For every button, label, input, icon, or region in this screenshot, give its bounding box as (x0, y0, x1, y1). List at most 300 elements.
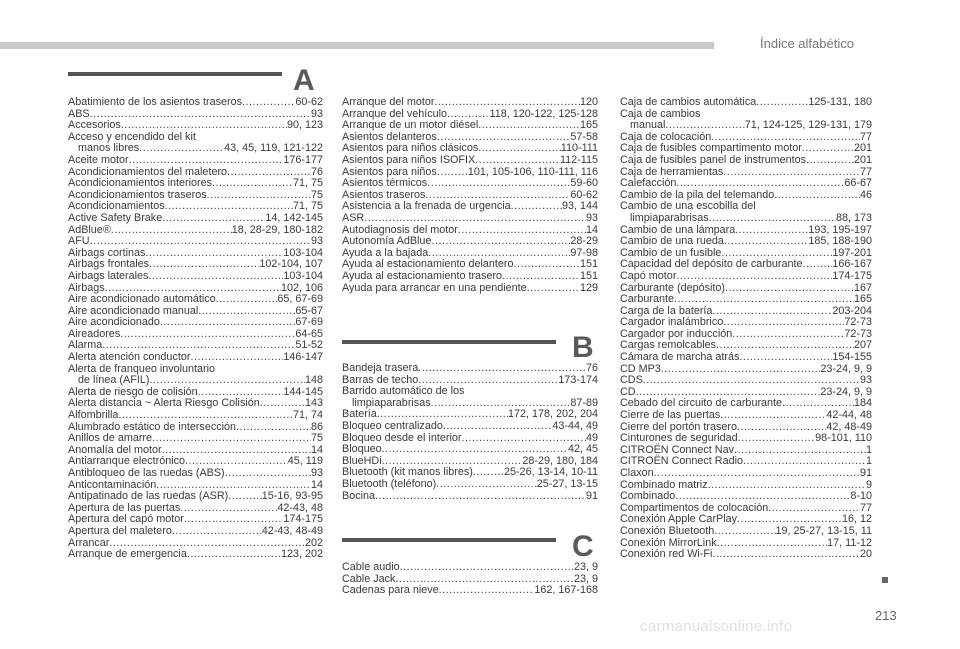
entry-term: Alarma (68, 339, 103, 352)
entry-term: Asientos delanteros (342, 130, 437, 143)
entry-term: Caja de cambios (620, 107, 701, 120)
entry-pages: 23, 9 (573, 561, 598, 573)
entry-term: Capó motor (620, 269, 677, 282)
entry-term: Airbags cortinas (68, 246, 146, 259)
entries-col-2a (342, 97, 598, 294)
entry-pages: 45, 119 (287, 455, 323, 468)
entry-pages: 174-175 (283, 513, 323, 526)
entry-term: Cable audio (342, 561, 400, 573)
entry-leader (118, 410, 293, 422)
entry-leader (228, 491, 262, 503)
entry-pages: 14 (310, 443, 323, 456)
entry-term: Claxon (620, 467, 654, 479)
entry-pages: 43, 45, 119, 121-122 (224, 142, 323, 155)
entry-pages: 197-201 (832, 246, 872, 259)
entry-leader (212, 178, 293, 190)
entry-term: Anillos de amarre (68, 432, 153, 445)
entry-pages: 173-174 (558, 373, 598, 386)
entry-leader (475, 155, 560, 167)
entry-leader (527, 283, 580, 295)
index-entry (620, 468, 872, 480)
entry-term: Barras de techo (342, 373, 419, 386)
entry-leader (129, 155, 284, 167)
index-entry (620, 236, 872, 248)
entry-leader (443, 421, 553, 433)
entry-term: Cámara de marcha atrás (620, 351, 740, 364)
entry-leader (458, 225, 586, 237)
entry-pages: 123, 202 (280, 548, 323, 561)
entry-term: Airbags (68, 281, 105, 294)
entry-leader (756, 97, 808, 109)
entry-leader (734, 445, 866, 457)
entry-leader (723, 167, 860, 179)
entry-pages: 71, 75 (292, 200, 323, 213)
entry-term: Aire acondicionado (68, 316, 160, 329)
entry-leader (709, 213, 836, 225)
entry-pages: 42-44, 48 (826, 409, 872, 422)
entry-leader (120, 329, 295, 341)
entry-term: Cebado del circuito de carburante (620, 397, 783, 410)
entry-pages: 185, 188-190 (808, 235, 872, 248)
entry-pages: 19, 25-27, 13-15, 11 (775, 524, 872, 537)
entry-pages: 28-29, 180, 184 (522, 454, 598, 467)
entry-pages: 65, 67-69 (277, 293, 323, 306)
entry-term: Bluetooth (teléfono) (342, 477, 437, 490)
entry-term: Acondicionamientos interiores (68, 177, 213, 190)
entry-term: Cargas remolcables (620, 339, 717, 352)
entry-term: Carburante (depósito) (620, 281, 726, 294)
entry-term: Asientos traseros (342, 188, 426, 201)
index-entry (68, 155, 323, 167)
index-entry (342, 562, 598, 574)
entry-term: Conexión Apple CarPlay (620, 513, 738, 526)
entry-leader (382, 444, 568, 456)
entry-term: Combinado matriz (620, 478, 708, 491)
entry-leader (400, 562, 574, 574)
entry-pages: 151 (579, 258, 598, 271)
entry-term: Bloqueo desde el interior (342, 431, 462, 444)
entry-term: Airbags frontales (68, 258, 150, 271)
entry-term: Accesorios (68, 119, 121, 132)
entry-pages: 93 (310, 107, 323, 120)
entry-leader (160, 317, 296, 329)
entry-term: Asientos para niños clásicos (342, 142, 479, 155)
entry-leader (735, 225, 808, 237)
entry-pages: 17, 11-12 (827, 536, 872, 549)
entry-term: Alerta de franqueo involuntario (68, 362, 216, 375)
entry-pages: 66-67 (844, 177, 872, 190)
entries-col-2b (342, 363, 598, 502)
entry-term: Alerta de riesgo de colisión (68, 385, 198, 398)
entry-pages: 93 (859, 374, 872, 387)
entry-pages: 143 (304, 397, 323, 410)
entry-leader (674, 294, 854, 306)
entry-term: Anomalía del motor (68, 443, 162, 456)
entry-term: Antiarranque electrónico (68, 455, 186, 468)
entry-pages: 202 (304, 536, 323, 549)
entry-pages: 112-115 (559, 153, 598, 166)
index-entry (342, 444, 598, 456)
index-entry (620, 410, 872, 422)
entry-leader (190, 352, 283, 364)
entry-term: Capacidad del depósito de carburante (620, 258, 803, 271)
entry-term: Conexión red Wi-Fi (620, 548, 713, 561)
entry-pages: 8-10 (850, 490, 872, 503)
index-entry (620, 178, 872, 190)
index-entry (620, 213, 872, 225)
index-entry (342, 585, 598, 597)
entry-term: Cadenas para nieve (342, 584, 439, 597)
entry-pages: 165 (579, 119, 598, 132)
entry-pages: 1 (865, 443, 872, 456)
index-entry (342, 479, 598, 491)
entry-term: Barrido automático de los (342, 385, 465, 398)
entry-term: Autonomía AdBlue (342, 235, 432, 248)
entry-term: Ayuda a la bajada (342, 246, 429, 259)
entry-term: Airbags laterales (68, 269, 149, 282)
entries-col-3 (620, 97, 872, 561)
index-entry (342, 236, 598, 248)
entry-leader (511, 201, 562, 213)
entry-term: Anticontaminación (68, 478, 157, 491)
index-entry (68, 549, 323, 561)
index-entry (342, 97, 598, 109)
entry-leader (723, 317, 844, 329)
index-entry (620, 271, 872, 283)
entry-pages: 110-111 (560, 142, 598, 155)
entry-pages: 148 (304, 374, 323, 387)
entry-pages: 87-89 (570, 396, 598, 409)
entry-term: Cierre del portón trasero (620, 420, 738, 433)
entry-leader (236, 422, 311, 434)
entry-term: Abatimiento de los asientos traseros (68, 96, 243, 108)
entry-leader (712, 549, 860, 561)
entry-pages: 25-27, 13-15 (536, 477, 598, 490)
entry-term: Cargador inalámbrico (620, 316, 724, 329)
entry-term: Arranque de un motor diésel (342, 119, 479, 132)
index-entry (68, 410, 323, 422)
entry-pages: 60-62 (570, 188, 598, 201)
entry-pages: 71, 75 (292, 177, 323, 190)
entry-leader (180, 503, 277, 515)
entry-pages: 165 (853, 293, 872, 306)
section-c-rule (342, 538, 556, 542)
index-entry (342, 213, 598, 225)
entry-term: Cambio de una lámpara (620, 223, 736, 236)
index-entry (342, 491, 598, 503)
entry-pages: 91 (859, 467, 872, 479)
entry-leader (806, 155, 854, 167)
section-a-rule (68, 72, 282, 76)
entry-term: Batería (342, 408, 377, 421)
entry-term: Conexión MirrorLink (620, 536, 717, 549)
entry-leader (473, 467, 504, 479)
entry-term: AFU (68, 235, 90, 248)
entry-term: Autodiagnosis del motor (342, 223, 458, 236)
entry-term: Arranque del vehículo (342, 107, 448, 120)
entry-pages: 207 (853, 339, 872, 352)
entry-pages: 65-67 (295, 304, 323, 317)
entry-leader (661, 364, 821, 376)
entry-term: Cambio de una rueda (620, 235, 724, 248)
entry-leader (148, 271, 283, 283)
entry-pages: 102, 106 (280, 281, 323, 294)
entry-leader (717, 538, 828, 550)
index-entry (620, 294, 872, 306)
index-entry (68, 213, 323, 225)
entry-term: Acondicionamientos del maletero (68, 165, 228, 178)
entry-pages: 42, 48-49 (826, 420, 872, 433)
entry-pages: 72-73 (844, 316, 872, 329)
entry-term: CITROËN Connect Radio (620, 455, 744, 468)
index-entry (68, 329, 323, 341)
entry-pages: 144-145 (283, 385, 323, 398)
entry-leader (172, 526, 262, 538)
page-number: 213 (875, 608, 897, 623)
section-a-letter: A (293, 64, 315, 97)
index-entry (342, 178, 598, 190)
entry-leader (737, 422, 826, 434)
entry-leader (436, 479, 537, 491)
entry-term: Carga de la batería (620, 304, 713, 317)
index-entry (342, 271, 598, 283)
entry-pages: 51-52 (295, 339, 323, 352)
entry-term: Antibloqueo de las ruedas (ABS) (68, 467, 225, 479)
index-entry (68, 352, 323, 364)
entry-term: Compartimentos de colocación (620, 501, 769, 514)
entry-pages: 25-26, 13-14, 10-11 (503, 466, 598, 479)
entry-pages: 14, 142-145 (265, 211, 323, 224)
entry-term: Alerta distancia ~ Alerta Riesgo Colisión (68, 397, 260, 410)
entry-pages: 174-175 (832, 269, 872, 282)
entry-term: Caja de cambios automática (620, 96, 757, 108)
index-entry (342, 363, 598, 375)
entry-term: Alumbrado estático de intersección (68, 420, 237, 433)
entry-term: Bandeja trasera (342, 362, 419, 374)
entry-term: Arranque del motor (342, 96, 435, 108)
entry-pages: 15-16, 93-95 (261, 490, 323, 503)
entry-term: limpiaparabrisas (352, 396, 431, 409)
entry-pages: 125-131, 180 (808, 96, 872, 108)
entry-term: CDS (620, 374, 643, 387)
entry-pages: 172, 178, 202, 204 (507, 408, 598, 421)
entry-term: Apertura del capó motor (68, 513, 184, 526)
entry-leader (364, 213, 586, 225)
entry-pages: 193, 195-197 (808, 223, 872, 236)
entry-pages: 98-101, 110 (815, 432, 872, 445)
entry-leader (152, 433, 311, 445)
entry-term: Cambio de un fusible (620, 246, 722, 259)
entry-term: CD MP3 (620, 362, 661, 375)
entries-col-1 (68, 97, 323, 561)
entry-pages: 42-43, 48-49 (261, 524, 323, 537)
entry-pages: 18, 28-29, 180-182 (231, 223, 323, 236)
entry-pages: 43-44, 49 (552, 419, 598, 432)
entry-term: Aceite motor (68, 153, 129, 166)
entry-term: Caja de colocación (620, 130, 712, 143)
index-entry (620, 155, 872, 167)
entry-term: ABS (68, 107, 90, 120)
entry-pages: 23-24, 9, 9 (820, 362, 872, 375)
entry-leader (375, 491, 586, 503)
entry-term: Bloqueo centralizado (342, 419, 443, 432)
entry-term: Aire acondicionado manual (68, 304, 199, 317)
entry-term: Bluetooth (kit manos libres) (342, 466, 473, 479)
entry-term: Caja de fusibles compartimento motor (620, 142, 802, 155)
entry-leader (720, 410, 826, 422)
entry-pages: 88, 173 (835, 211, 872, 224)
entry-term: Cambio de una escobilla del (620, 200, 756, 213)
entry-term: Apertura de las puertas (68, 501, 181, 514)
entry-term: Apertura del maletero (68, 524, 172, 537)
entry-term: BlueHDi (342, 454, 382, 467)
entry-leader (434, 97, 580, 109)
entry-term: Ayuda al estacionamiento trasero (342, 269, 503, 282)
entry-term: Alfombrilla (68, 409, 119, 422)
entry-leader (418, 363, 586, 375)
entry-term: Acondicionamientos traseros (68, 188, 207, 201)
entry-term: Aire acondicionado automático (68, 293, 216, 306)
entry-leader (242, 97, 295, 109)
entry-leader (149, 259, 259, 271)
index-entry (620, 549, 872, 561)
entry-pages: 23, 9 (573, 572, 598, 585)
entry-leader (774, 190, 860, 202)
entry-term: Caja de fusibles panel de instrumentos (620, 153, 807, 166)
entry-term: Aireadores (68, 327, 121, 340)
entry-pages: 76 (585, 362, 598, 374)
entry-leader (654, 468, 860, 480)
entry-pages: 103-104 (283, 246, 323, 259)
entry-leader (225, 468, 311, 480)
entry-leader (502, 271, 580, 283)
index-entry (620, 526, 872, 538)
entry-term: CITROËN Connect Nav (620, 443, 734, 456)
entry-pages: 90, 123 (286, 119, 323, 132)
entry-term: Arranque de emergencia (68, 548, 187, 561)
entry-pages: 91 (585, 489, 598, 502)
entry-leader (513, 259, 580, 271)
entry-pages: 14 (310, 478, 323, 491)
entry-leader (739, 352, 832, 364)
entry-pages: 77 (859, 165, 872, 178)
index-entry (68, 225, 323, 237)
entry-pages: 64-65 (295, 327, 323, 340)
entry-leader (478, 120, 580, 132)
entry-term: Asistencia a la frenada de urgencia (342, 200, 511, 213)
entry-leader (431, 236, 570, 248)
entry-leader (732, 329, 844, 341)
entry-leader (708, 480, 866, 492)
entry-term: Cambio de la pila del telemando (620, 188, 775, 201)
entry-pages: 16, 12 (841, 513, 872, 526)
entry-pages: 167 (853, 281, 872, 294)
index-entry (68, 468, 323, 480)
entry-pages: 71, 124-125, 129-131, 179 (744, 119, 872, 132)
entry-pages: 28-29 (570, 235, 598, 248)
entry-term: CD (620, 385, 636, 398)
entry-term: Bocina (342, 489, 376, 502)
entry-term: manos libres (78, 142, 140, 155)
entry-leader (427, 178, 570, 190)
entry-pages: 77 (859, 130, 872, 143)
index-entry (68, 526, 323, 538)
entry-pages: 166-167 (832, 258, 872, 271)
entry-term: Alerta atención conductor (68, 351, 191, 364)
entry-pages: 93, 144 (561, 200, 598, 213)
entry-leader (738, 433, 816, 445)
entry-term: Combinado (620, 490, 676, 503)
entry-term: Antipatinado de las ruedas (ASR) (68, 490, 229, 503)
entry-pages: 201 (853, 142, 872, 155)
entry-term: Carburante (620, 293, 675, 306)
entry-pages: 76 (310, 165, 323, 178)
entry-term: Active Safety Brake (68, 211, 163, 224)
entry-pages: 1 (865, 455, 872, 468)
index-entry (68, 294, 323, 306)
entry-term: Cierre de las puertas (620, 409, 721, 422)
entry-pages: 93 (310, 235, 323, 248)
entry-term: Cinturones de seguridad (620, 432, 738, 445)
entry-term: AdBlue® (68, 223, 111, 236)
entry-term: Ayuda para arrancar en una pendiente (342, 281, 527, 294)
entry-pages: 86 (310, 420, 323, 433)
index-entry (68, 97, 323, 109)
entry-pages: 57-58 (570, 130, 598, 143)
entry-pages: 71, 74 (292, 409, 323, 422)
index-entry (620, 364, 872, 376)
header-bar (0, 42, 714, 49)
entry-pages: 118, 120-122, 125-128 (489, 107, 598, 120)
entry-pages: 93 (585, 211, 598, 224)
index-entry (620, 97, 872, 109)
entry-leader (198, 306, 295, 318)
entry-term: manual (630, 119, 666, 132)
entry-pages: 67-69 (295, 316, 323, 329)
entry-term: Asientos para niños (342, 165, 437, 178)
entry-leader (676, 178, 844, 190)
entry-term: Bloqueo (342, 443, 382, 456)
entry-pages: 184 (853, 397, 872, 410)
entry-leader (725, 283, 854, 295)
entries-col-2c (342, 562, 598, 597)
entry-pages: 59-60 (570, 177, 598, 190)
entry-leader (478, 143, 561, 155)
entry-pages: 146-147 (283, 351, 323, 364)
index-entry (342, 155, 598, 167)
entry-leader (111, 225, 232, 237)
entry-pages: 72-73 (844, 327, 872, 340)
entry-term: limpiaparabrisas (630, 211, 709, 224)
entry-leader (676, 271, 832, 283)
entry-leader (724, 236, 809, 248)
entry-term: Calefacción (620, 177, 677, 190)
entry-pages: 129 (579, 281, 598, 294)
entry-pages: 176-177 (283, 153, 323, 166)
entry-pages: 102-104, 107 (259, 258, 323, 271)
entry-term: Arrancar (68, 536, 110, 549)
index-entry (342, 283, 598, 295)
entry-leader (439, 585, 535, 597)
entry-leader (802, 259, 832, 271)
section-b-rule (342, 340, 556, 344)
entry-pages: 49 (585, 431, 598, 444)
entry-leader (216, 294, 278, 306)
entry-pages: 154-155 (832, 351, 872, 364)
section-b-letter: B (572, 331, 594, 364)
section-c-letter: C (572, 530, 594, 563)
index-entry (68, 271, 323, 283)
